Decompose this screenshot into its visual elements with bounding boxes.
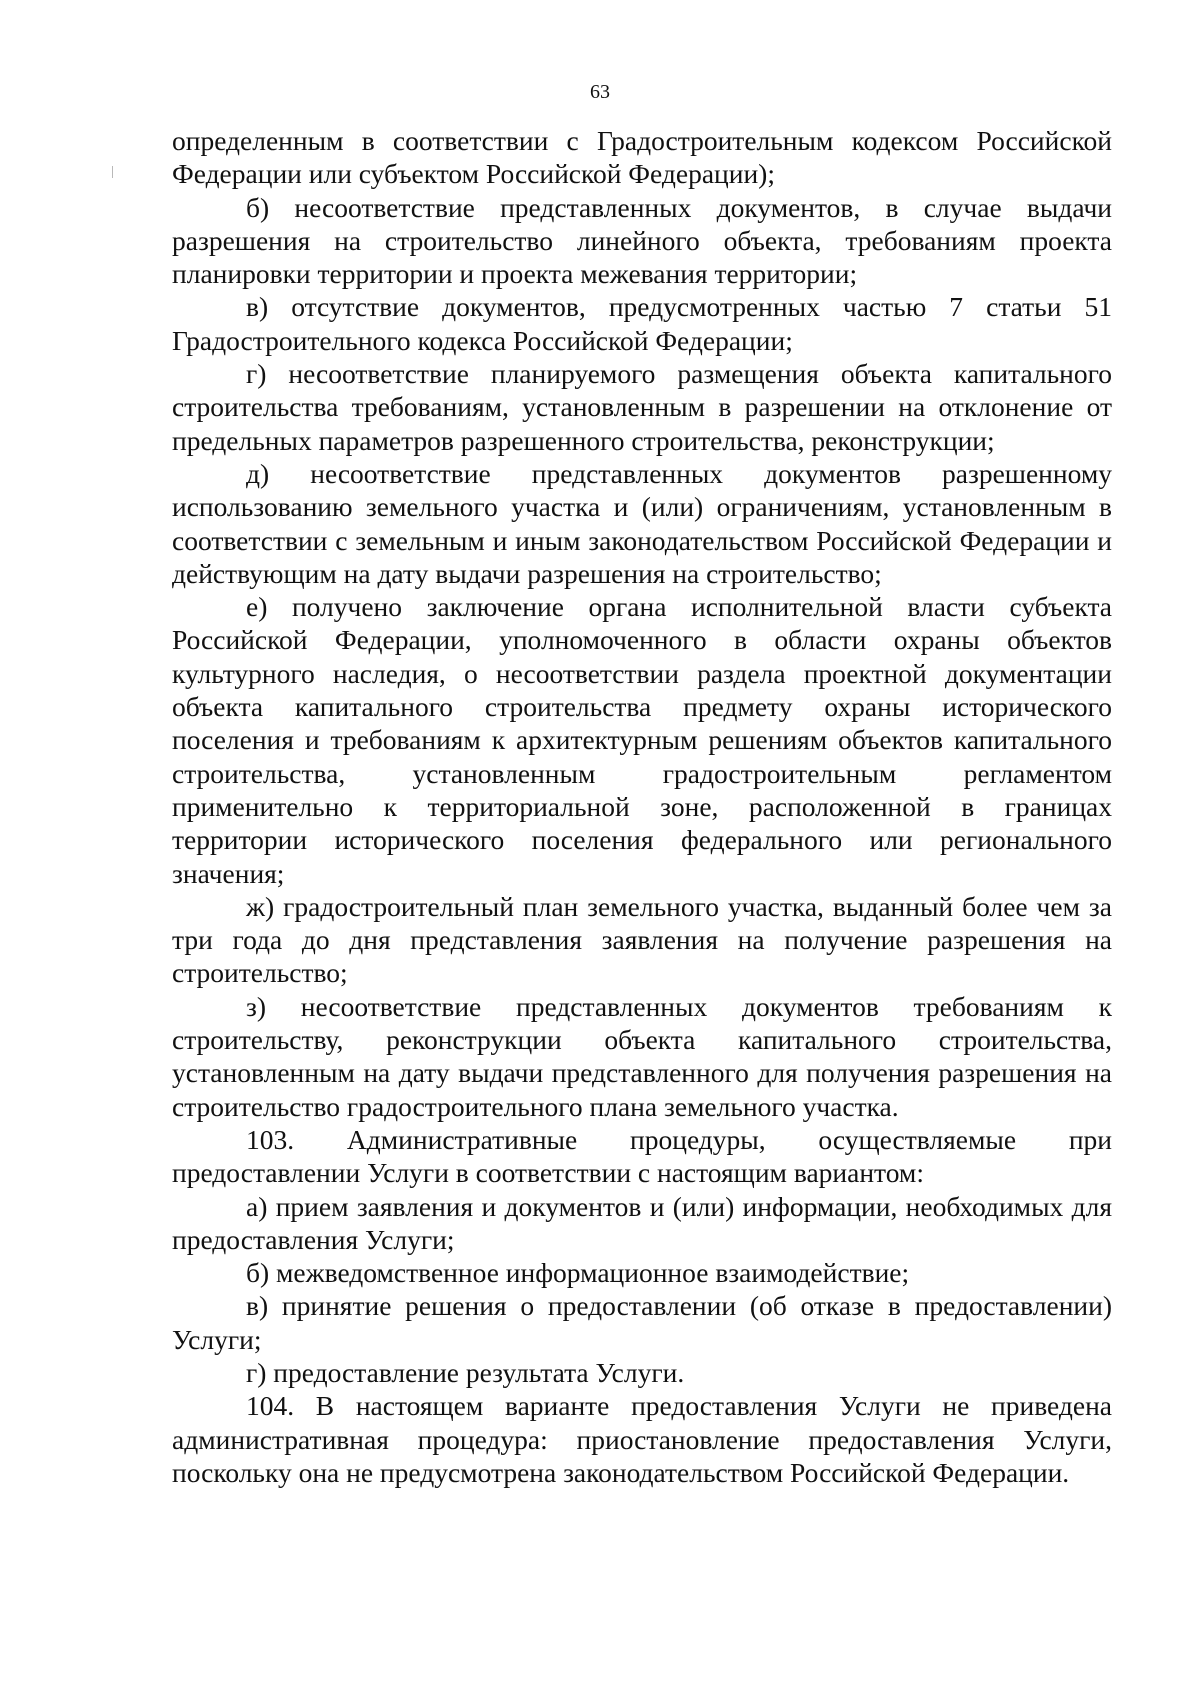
paragraph-103-g: г) предоставление результата Услуги. (246, 1356, 685, 1388)
paragraph-104: 104. В настоящем варианте предоставления Услуги не приведена административная процедура: приостановление предоставления Услуги, поскольку она не предусмотрена законодательством Российской Федерации. (172, 1390, 1112, 1488)
paragraph-item-b: б) несоответствие представленных документов, в случае выдачи разрешения на строительство линейного объекта, требованиям проекта планировки территории и проекта межевания территории; (172, 191, 1112, 290)
paragraph-item-e: е) получено заключение органа исполнительной власти субъекта Российской Федерации, уполномоченного в области охраны объектов культурного наследия, о несоответствии раздела проектной документации объекта капитального строительства предмету охраны исторического поселения и требованиям к архитектурным решениям объектов капитального строительства, установленным градостроительным регламентом применительно к территориальной зоне, расположенной в границах территории исторического поселения федерального или регионального значения; (172, 591, 1112, 889)
paragraph-item-d: д) несоответствие представленных документов разрешенному использованию земельного участка и (или) ограничениям, установленным в соответствии с земельным и иным законодательством Российской Федерации и действующим на дату выдачи разрешения на строительство; (172, 457, 1112, 589)
document-body (172, 124, 1112, 1489)
paragraph-103-b: б) межведомственное информационное взаимодействие; (246, 1257, 910, 1289)
paragraph-item-g: г) несоответствие планируемого размещения объекта капитального строительства требованиям, установленным в разрешении на отклонение от предельных параметров разрешенного строительства, реконструкции; (172, 358, 1112, 456)
paragraph-103-v: в) принятие решения о предоставлении (об отказе в предоставлении) Услуги; (172, 1290, 1112, 1355)
paragraph-103: 103. Административные процедуры, осуществляемые при предоставлении Услуги в соответствии с настоящим вариантом: (172, 1123, 1112, 1189)
scan-mark (112, 166, 113, 178)
paragraph-103-a: а) прием заявления и документов и (или) информации, необходимых для предоставления Услуги; (172, 1190, 1112, 1255)
paragraph-item-v: в) отсутствие документов, предусмотренных частью 7 статьи 51 Градостроительного кодекса Российской Федерации; (172, 291, 1112, 356)
page-number: 63 (590, 81, 610, 103)
paragraph-item-z: з) несоответствие представленных документов требованиям к строительству, реконструкции объекта капитального строительства, установленным на дату выдачи представленного для получения разрешения на строительство градостроительного плана земельного участка. (172, 990, 1112, 1122)
paragraph-item-zh: ж) градостроительный план земельного участка, выданный более чем за три года до дня представления заявления на получение разрешения на строительство; (172, 890, 1112, 989)
paragraph-continuation: определенным в соответствии с Градостроительным кодексом Российской Федерации или субъектом Российской Федерации); (172, 125, 1112, 190)
